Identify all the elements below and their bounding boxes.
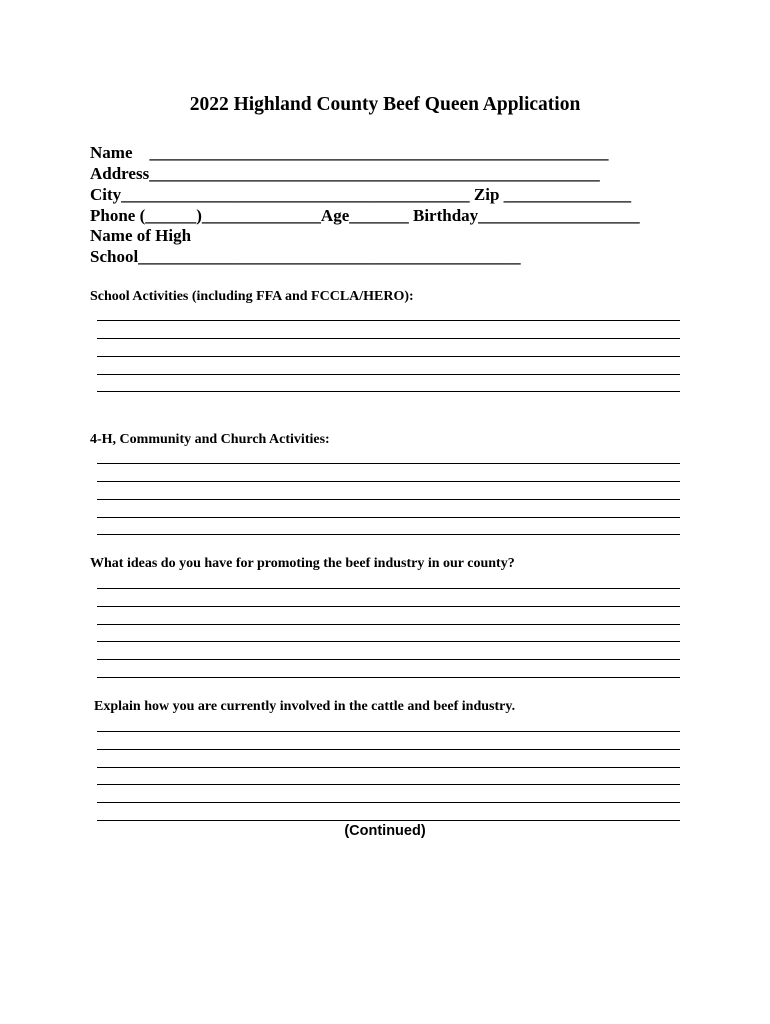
continued-note: (Continued) [344, 823, 426, 839]
high-school-label: Name of High [90, 226, 192, 245]
answer-line[interactable] [97, 749, 680, 750]
answer-line[interactable] [97, 820, 680, 821]
answer-line[interactable] [97, 659, 680, 660]
answer-line[interactable] [97, 641, 680, 642]
promoting-ideas-label: What ideas do you have for promoting the beef industry in our county? [90, 556, 515, 571]
answer-line[interactable] [97, 624, 680, 625]
answer-line[interactable] [97, 802, 680, 803]
answer-line[interactable] [97, 481, 680, 482]
answer-line[interactable] [97, 784, 680, 785]
school-activities-label: School Activities (including FFA and FCCLA/HERO): [90, 289, 414, 304]
community-activities-label: 4-H, Community and Church Activities: [90, 432, 330, 447]
answer-line[interactable] [97, 606, 680, 607]
answer-line[interactable] [97, 534, 680, 535]
address-field[interactable]: Address_____________________________________________________ [90, 164, 600, 183]
answer-line[interactable] [97, 463, 680, 464]
answer-line[interactable] [97, 731, 680, 732]
phone-age-birthday-field[interactable]: Phone (______)______________Age_______ Birthday___________________ [90, 206, 640, 225]
answer-line[interactable] [97, 588, 680, 589]
answer-line[interactable] [97, 499, 680, 500]
form-title: 2022 Highland County Beef Queen Application [189, 94, 581, 115]
answer-line[interactable] [97, 767, 680, 768]
answer-line[interactable] [97, 517, 680, 518]
answer-line[interactable] [97, 356, 680, 357]
answer-line[interactable] [97, 374, 680, 375]
high-school-field[interactable]: School_____________________________________________ [90, 247, 521, 266]
cattle-involvement-label: Explain how you are currently involved in the cattle and beef industry. [94, 699, 516, 714]
answer-line[interactable] [97, 338, 680, 339]
answer-line[interactable] [97, 320, 680, 321]
answer-line[interactable] [97, 677, 680, 678]
answer-line[interactable] [97, 391, 680, 392]
city-zip-field[interactable]: City_________________________________________ Zip _______________ [90, 185, 632, 204]
name-field[interactable]: Name ______________________________________________________ [90, 143, 609, 162]
